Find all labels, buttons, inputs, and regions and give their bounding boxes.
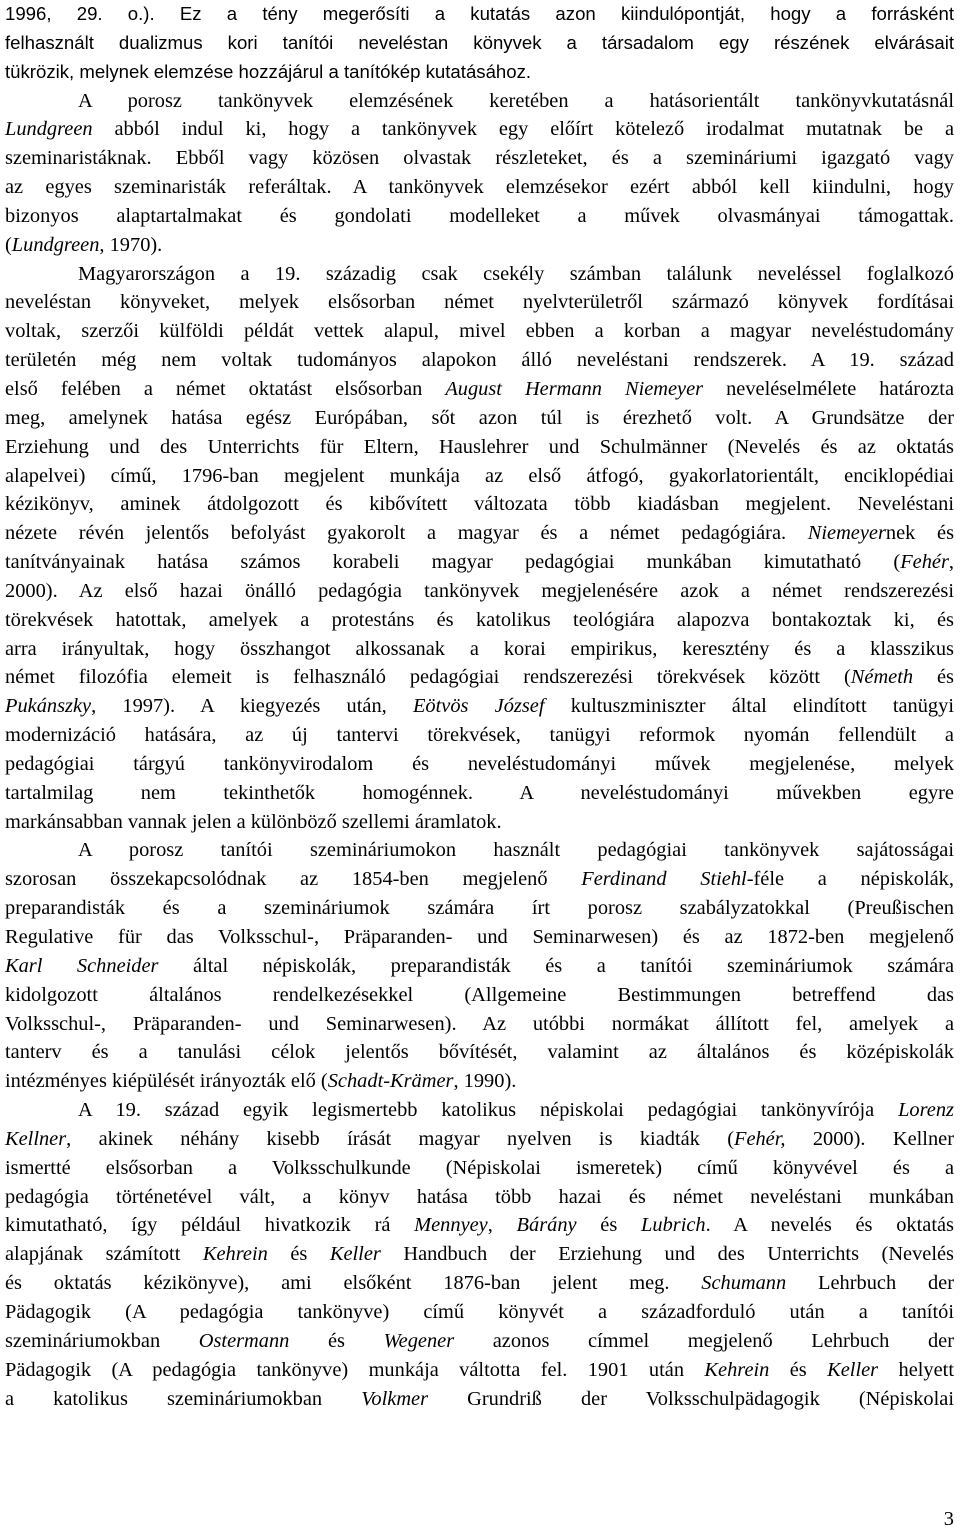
text-line: kimutatható, így például hivatkozik rá Mennyey, Bárány és Lubrich. A nevelés és oktatás bbox=[5, 1214, 954, 1237]
text-line: Magyarországon a 19. századig csak csekély számban találunk neveléssel foglalkozó bbox=[78, 262, 954, 285]
text-line: A porosz tankönyvek elemzésének keretében a hatásorientált tankönyvkutatásnál bbox=[78, 89, 954, 112]
text-line: intézményes kiépülését irányozták elő (Schadt-Krämer, 1990). bbox=[5, 1070, 517, 1093]
text-line: szemináriumokban Ostermann és Wegener azonos címmel megjelenő Lehrbuch der bbox=[5, 1329, 954, 1352]
text-line: tartalmilag nem tekinthetők homogénnek. A neveléstudományi művekben egyre bbox=[5, 781, 954, 804]
text-line: az egyes szeminaristák referáltak. A tankönyvek elemzésekor ezért abból kell kiindulni, hogy bbox=[5, 176, 954, 199]
text-line: kidolgozott általános rendelkezésekkel (Allgemeine Bestimmungen betreffend das bbox=[5, 983, 954, 1006]
text-line: alapelvei) című, 1796-ban megjelent munkája az első átfogó, gyakorlatorientált, enciklopédiai bbox=[5, 464, 954, 487]
text-line: pedagógia történetével vált, a könyv hatása több hazai és német neveléstani munkában bbox=[5, 1185, 954, 1208]
text-line: tanítványainak hatása számos korabeli magyar pedagógiai munkában kimutatható (Fehér, bbox=[5, 551, 954, 574]
text-line: neveléstan könyveket, melyek elsősorban német nyelvterületről származó könyvek fordításai bbox=[5, 291, 954, 314]
body-text bbox=[5, 0, 954, 1413]
text-line: markánsabban vannak jelen a különböző szellemi áramlatok. bbox=[5, 810, 502, 833]
text-line: Regulative für das Volksschul-, Präparanden- und Seminarwesen) és az 1872-ben megjelenő bbox=[5, 926, 954, 948]
text-line: törekvések hatottak, amelyek a protestáns és katolikus teológiára alapozva bontakoztak ki, és bbox=[5, 608, 954, 631]
text-line: a katolikus szemináriumokban Volkmer Grundriß der Volksschulpädagogik (Népiskolai bbox=[5, 1387, 954, 1410]
text-line: Kellner, akinek néhány kisebb írását magyar nyelven is kiadták (Fehér, 2000). Kellner bbox=[5, 1127, 954, 1150]
text-line: Pädagogik (A pedagógia tankönyve) című könyvét a századforduló után a tanítói bbox=[5, 1300, 954, 1323]
text-line: voltak, szerzői külföldi példát vettek alapul, mivel ebben a korban a magyar neveléstudomány bbox=[5, 320, 954, 343]
text-line: meg, amelynek hatása egész Európában, sőt azon túl is érezhető volt. A Grundsätze der bbox=[5, 406, 954, 429]
text-line: nézete révén jelentős befolyást gyakorolt a magyar és a német pedagógiára. Niemeyernek és bbox=[5, 522, 954, 545]
text-line: és oktatás kézikönyve), ami elsőként 1876-ban jelent meg. Schumann Lehrbuch der bbox=[5, 1272, 955, 1295]
text-line: alapjának számított Kehrein és Keller Handbuch der Erziehung und des Unterrichts (Nevelés bbox=[5, 1243, 954, 1266]
text-line: modernizáció hatására, az új tantervi törekvések, tanügyi reformok nyomán fellendült a bbox=[5, 724, 954, 747]
text-line: A 19. század egyik legismertebb katolikus népiskolai pedagógiai tankönyvírója Lorenz bbox=[78, 1099, 954, 1122]
text-line: német filozófia elemeit is felhasználó pedagógiai rendszerezési törekvések között (Németh és bbox=[5, 666, 954, 689]
text-line: ismertté elsősorban a Volksschulkunde (Népiskolai ismeretek) című könyvével és a bbox=[5, 1156, 954, 1179]
text-line: (Lundgreen, 1970). bbox=[5, 233, 163, 256]
text-line: 2000). Az első hazai önálló pedagógia tankönyvek megjelenésére azok a német rendszerezési bbox=[5, 579, 954, 602]
text-line: szorosan összekapcsolódnak az 1854-ben megjelenő Ferdinand Stiehl-féle a népiskolák, bbox=[5, 868, 954, 891]
page-number: 3 bbox=[943, 1508, 954, 1530]
text-line: 1996, 29. o.). Ez a tény megerősíti a kutatás azon kiindulópontját, hogy a forrásként bbox=[5, 3, 954, 24]
text-line: tükrözik, melynek elemzése hozzájárul a tanítókép kutatásához. bbox=[5, 60, 532, 82]
text-line: első felében a német oktatást elsősorban August Hermann Niemeyer neveléselmélete határozta bbox=[5, 377, 954, 400]
text-line: tanterv és a tanulási célok jelentős bővítését, valamint az általános és középiskolák bbox=[5, 1041, 954, 1064]
text-line: kézikönyv, aminek átdolgozott és kibővített változata több kiadásban megjelent. Neveléstani bbox=[5, 493, 954, 516]
text-line: felhasznált dualizmus kori tanítói neveléstan könyvek a társadalom egy részének elvárásait bbox=[5, 31, 954, 53]
text-line: pedagógiai tárgyú tankönyvirodalom és neveléstudományi művek megjelenése, melyek bbox=[5, 752, 954, 775]
text-line: bizonyos alaptartalmakat és gondolati modelleket a művek olvasmányai támogattak. bbox=[5, 204, 954, 227]
text-line: Pädagogik (A pedagógia tankönyve) munkája váltotta fel. 1901 után Kehrein és Keller helyett bbox=[5, 1358, 954, 1381]
text-line: arra irányultak, hogy összhangot alkossanak a korai empirikus, keresztény és a klasszikus bbox=[5, 637, 954, 660]
text-line: Erziehung und des Unterrichts für Eltern, Hauslehrer und Schulmänner (Nevelés és az oktatás bbox=[5, 435, 954, 458]
text-line: Karl Schneider által népiskolák, preparandisták és a tanítói szemináriumok számára bbox=[5, 954, 955, 977]
text-line: A porosz tanítói szemináriumokon használt pedagógiai tankönyvek sajátosságai bbox=[78, 839, 954, 862]
text-line: Volksschul-, Präparanden- und Seminarwesen). Az utóbbi normákat állított fel, amelyek a bbox=[5, 1012, 954, 1035]
text-line: preparandisták és a szemináriumok számára írt porosz szabályzatokkal (Preußischen bbox=[5, 897, 954, 920]
text-line: területén még nem voltak tudományos alapokon álló neveléstani rendszerek. A 19. század bbox=[5, 349, 954, 372]
text-line: szeminaristáknak. Ebből vagy közösen olvastak részleteket, és a szemináriumi igazgató vagy bbox=[5, 147, 954, 170]
text-line: Pukánszky, 1997). A kiegyezés után, Eötvös József kultuszminiszter által elindított tanügyi bbox=[5, 695, 954, 718]
text-line: Lundgreen abból indul ki, hogy a tankönyvek egy előírt kötelező irodalmat mutatnak be a bbox=[5, 118, 954, 141]
